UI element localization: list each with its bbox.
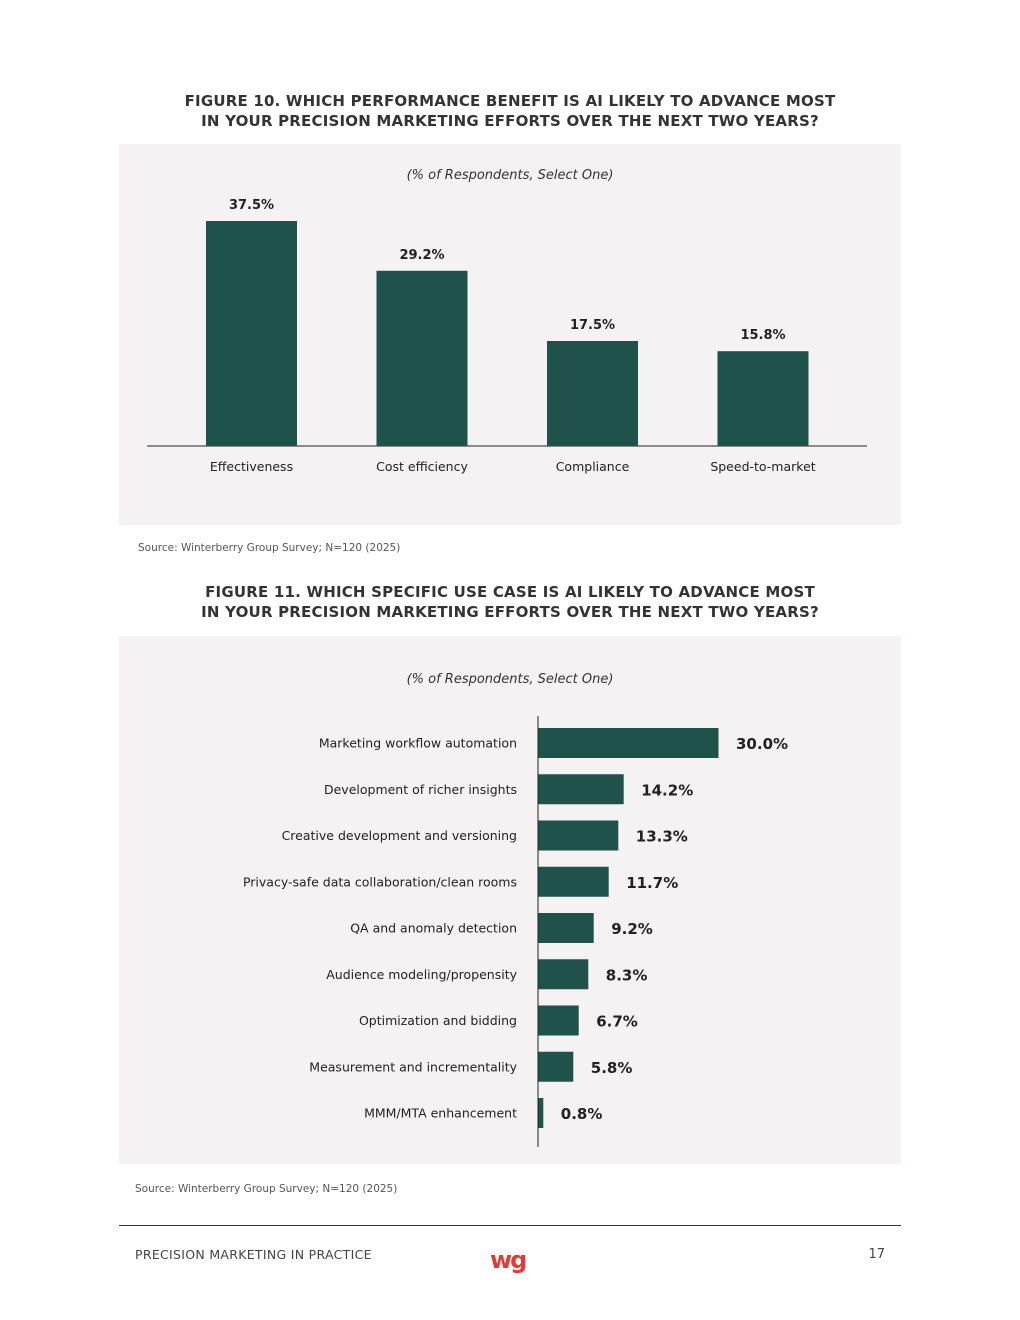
bar-cost-efficiency [377,271,468,446]
bar-creative-development-and-versioning [539,821,619,851]
footer-divider [119,1225,901,1226]
bar-compliance [547,341,638,446]
figure-10-title [0,91,1020,131]
data-label: 14.2% [641,781,694,800]
data-label: 0.8% [560,1105,603,1123]
data-label: 37.5% [228,198,275,213]
data-label: 13.3% [635,827,688,846]
category-label: Audience modeling/propensity [326,966,517,982]
category-label: Compliance [555,459,630,474]
wg-logo [490,1246,530,1282]
data-label: 9.2% [611,920,653,938]
figure-10-chart [119,144,901,525]
figure-11-source: Source: Winterberry Group Survey; N=120 (2025) [135,1183,398,1195]
bar-qa-and-anomaly-detection [539,913,594,943]
wg-logo-icon [490,1246,530,1278]
figure-11-chart [119,636,901,1164]
category-label: Privacy-safe data collaboration/clean rooms [242,874,517,890]
category-label: Optimization and bidding [358,1013,517,1028]
bar-speed-to-market [718,351,809,446]
category-label: QA and anomaly detection [350,920,517,936]
figure-10-source: Source: Winterberry Group Survey; N=120 (2025) [138,542,401,554]
bar-optimization-and-bidding [539,1006,579,1036]
data-label: 30.0% [736,735,789,753]
figure-11-subtitle: (% of Respondents, Select One) [406,672,614,687]
figure-10-title-line-2: IN YOUR PRECISION MARKETING EFFORTS OVER THE NEXT TWO YEARS? [201,112,819,130]
figure-10-title-line-1: FIGURE 10. WHICH PERFORMANCE BENEFIT IS AI LIKELY TO ADVANCE MOST [184,92,836,110]
category-label: Marketing workflow automation [318,735,517,751]
page-number: 17 [868,1247,885,1262]
bar-measurement-and-incrementality [539,1052,574,1082]
category-label: Creative development and versioning [281,828,517,843]
bar-audience-modeling-propensity [539,959,589,989]
data-label: 15.8% [740,328,786,344]
figure-11-title-line-1: FIGURE 11. WHICH SPECIFIC USE CASE IS AI LIKELY TO ADVANCE MOST [205,583,815,601]
data-label: 8.3% [605,966,648,985]
figure-11-panel [119,636,901,1164]
category-label: MMM/MTA enhancement [364,1105,517,1121]
category-label: Measurement and incrementality [309,1059,517,1075]
bar-mmm-mta-enhancement [539,1098,544,1128]
footer-publication-title: PRECISION MARKETING IN PRACTICE [135,1247,372,1262]
figure-11-title-line-2: IN YOUR PRECISION MARKETING EFFORTS OVER THE NEXT TWO YEARS? [201,603,819,621]
data-label: 17.5% [569,318,616,333]
data-label: 6.7% [596,1012,638,1031]
category-label: Cost efficiency [376,459,468,474]
figure-11-title [0,582,1020,622]
category-label: Speed-to-market [710,459,816,474]
data-label: 11.7% [626,873,679,892]
category-label: Effectiveness [209,459,294,474]
svg-text:wg: wg [490,1246,526,1274]
data-label: 29.2% [399,247,445,263]
data-label: 5.8% [590,1058,633,1077]
figure-10-subtitle: (% of Respondents, Select One) [406,168,614,183]
category-label: Development of richer insights [323,781,517,797]
bar-privacy-safe-data-collaboration-clean-rooms [539,867,609,897]
bar-marketing-workflow-automation [539,728,719,758]
figure-10-panel [119,144,901,525]
bar-effectiveness [206,221,297,446]
bar-development-of-richer-insights [539,774,624,804]
